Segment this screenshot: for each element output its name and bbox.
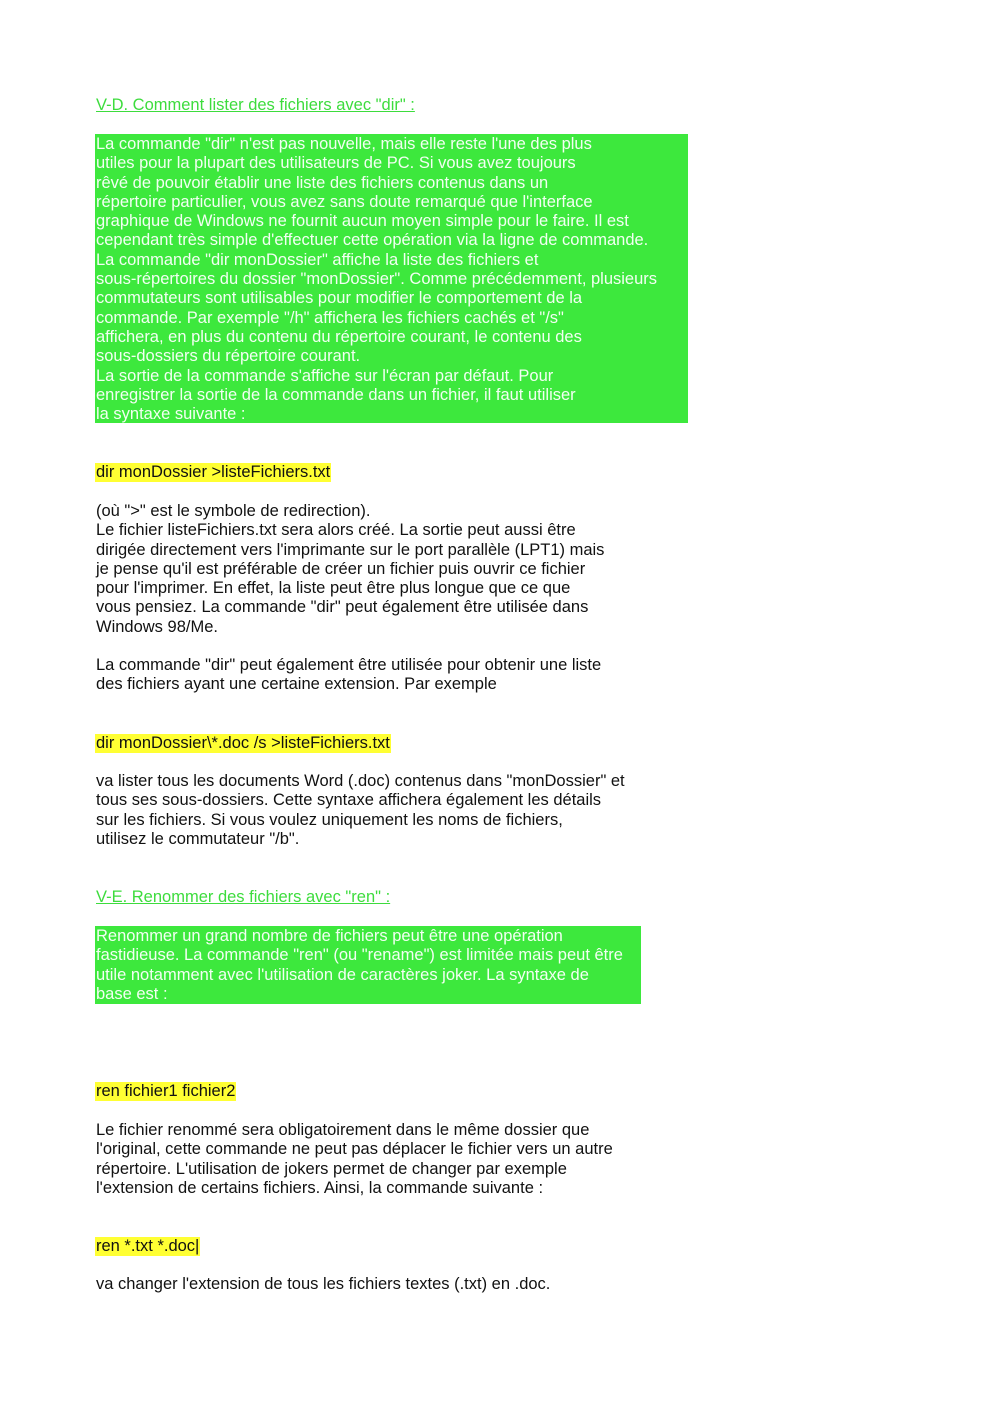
text-line: l'extension de certains fichiers. Ainsi, la commande suivante : xyxy=(96,1178,544,1197)
text-line: graphique de Windows ne fournit aucun moyen simple pour le faire. Il est xyxy=(96,212,629,231)
paragraph-ren-result xyxy=(96,1275,550,1294)
command-dir-doc: dir monDossier\*.doc /s >listeFichiers.txt xyxy=(96,734,390,752)
text-line: cependant très simple d'effectuer cette opération via la ligne de commande. xyxy=(96,231,649,250)
text-line: la syntaxe suivante : xyxy=(96,405,246,424)
text-line: base est : xyxy=(96,984,168,1003)
text-line: commande. Par exemple "/h" affichera les fichiers cachés et "/s" xyxy=(96,308,564,327)
command-dir-redirect: dir monDossier >listeFichiers.txt xyxy=(96,463,331,481)
text-line: (où ">" est le symbole de redirection). xyxy=(96,502,371,520)
paragraph-extension xyxy=(96,656,601,695)
text-line: rêvé de pouvoir établir une liste des fichiers contenus dans un xyxy=(96,173,549,192)
text-line: va changer l'extension de tous les fichiers textes (.txt) en .doc. xyxy=(96,1275,551,1293)
text-line: La commande "dir" n'est pas nouvelle, mais elle reste l'une des plus xyxy=(96,135,592,153)
paragraph-redirection xyxy=(96,502,604,637)
text-line: fastidieuse. La commande "ren" (ou "rename") est limitée mais peut être xyxy=(96,946,623,965)
intro-box-vd xyxy=(95,134,688,423)
intro-box-ve xyxy=(95,926,641,1004)
text-line: répertoire. L'utilisation de jokers permet de changer par exemple xyxy=(96,1159,567,1178)
text-line: pour l'imprimer. En effet, la liste peut être plus longue que ce que xyxy=(96,579,571,598)
text-line: sous-dossiers du répertoire courant. xyxy=(96,347,361,366)
text-line: commutateurs sont utilisables pour modifier le comportement de la xyxy=(96,289,583,308)
paragraph-word-docs xyxy=(96,772,625,849)
text-line: La commande "dir" peut également être utilisée pour obtenir une liste xyxy=(96,656,602,674)
text-line: des fichiers ayant une certaine extension. Par exemple xyxy=(96,675,497,694)
text-line: dirigée directement vers l'imprimante sur le port parallèle (LPT1) mais xyxy=(96,540,605,559)
section-heading-ve: V-E. Renommer des fichiers avec "ren" : xyxy=(96,888,391,906)
text-line: répertoire particulier, vous avez sans doute remarqué que l'interface xyxy=(96,192,593,211)
text-line: Windows 98/Me. xyxy=(96,617,218,636)
text-line: utile notamment avec l'utilisation de caractères joker. La syntaxe de xyxy=(96,965,589,984)
command-ren-wildcard: ren *.txt *.doc| xyxy=(96,1237,200,1255)
text-line: La commande "dir monDossier" affiche la liste des fichiers et xyxy=(96,250,539,269)
text-line: Le fichier renommé sera obligatoirement dans le même dossier que xyxy=(96,1121,590,1139)
command-ren-basic: ren fichier1 fichier2 xyxy=(96,1082,236,1100)
section-heading-vd: V-D. Comment lister des fichiers avec "dir" : xyxy=(96,96,415,114)
text-line: je pense qu'il est préférable de créer un fichier puis ouvrir ce fichier xyxy=(96,559,586,578)
text-line: Renommer un grand nombre de fichiers peut être une opération xyxy=(96,927,563,945)
paragraph-ren-explanation xyxy=(96,1121,613,1198)
text-line: vous pensiez. La commande "dir" peut également être utilisée dans xyxy=(96,598,589,617)
text-line: utiles pour la plupart des utilisateurs de PC. Si vous avez toujours xyxy=(96,154,576,173)
text-line: affichera, en plus du contenu du répertoire courant, le contenu des xyxy=(96,327,582,346)
text-line: utilisez le commutateur "/b". xyxy=(96,829,300,848)
text-line: enregistrer la sortie de la commande dans un fichier, il faut utiliser xyxy=(96,385,576,404)
text-line: l'original, cette commande ne peut pas déplacer le fichier vers un autre xyxy=(96,1140,613,1159)
text-line: Le fichier listeFichiers.txt sera alors créé. La sortie peut aussi être xyxy=(96,521,576,540)
text-line: tous ses sous-dossiers. Cette syntaxe affichera également les détails xyxy=(96,791,602,810)
text-line: va lister tous les documents Word (.doc) contenus dans "monDossier" et xyxy=(96,772,625,790)
text-line: sur les fichiers. Si vous voulez uniquement les noms de fichiers, xyxy=(96,810,563,829)
text-line: sous-répertoires du dossier "monDossier". Comme précédemment, plusieurs xyxy=(96,270,658,289)
text-line: La sortie de la commande s'affiche sur l'écran par défaut. Pour xyxy=(96,366,554,385)
